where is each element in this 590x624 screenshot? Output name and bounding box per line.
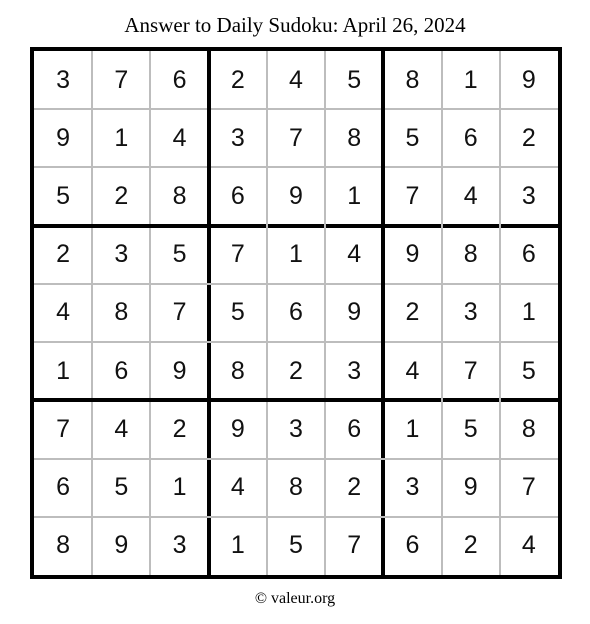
sudoku-grid [30,47,562,579]
sudoku-cell: 7 [405,182,420,211]
sudoku-cell: 5 [289,531,303,560]
sudoku-cell: 2 [230,65,245,94]
sudoku-cell: 3 [114,240,129,269]
sudoku-cell: 1 [521,298,536,327]
sudoku-cell: 9 [289,182,303,211]
sudoku-cell: 9 [521,65,536,94]
sudoku-cell: 1 [463,65,478,94]
sudoku-cell: 6 [230,182,245,211]
sudoku-cell: 3 [289,414,303,443]
sudoku-cell: 9 [230,414,245,443]
sudoku-cell: 8 [347,123,362,152]
sudoku-cell: 4 [463,182,478,211]
sudoku-cell: 2 [463,531,478,560]
sudoku-cell: 4 [289,65,303,94]
sudoku-cell: 4 [230,473,245,502]
sudoku-cell: 1 [114,123,129,152]
sudoku-cell: 9 [463,473,478,502]
copyright-footer: © valeur.org [254,590,336,607]
sudoku-cell: 5 [405,123,420,152]
sudoku-cell: 3 [463,298,478,327]
sudoku-cell: 5 [463,414,478,443]
sudoku-cell: 4 [405,356,420,385]
sudoku-cell: 2 [521,123,536,152]
sudoku-cell: 2 [114,182,129,211]
sudoku-cell: 8 [230,356,245,385]
sudoku-cell: 5 [172,240,187,269]
sudoku-cell: 3 [172,531,187,560]
sudoku-cell: 7 [56,414,71,443]
sudoku-cell: 9 [405,240,420,269]
sudoku-cell: 5 [56,182,71,211]
sudoku-cell: 5 [521,356,536,385]
sudoku-cell: 4 [172,123,187,152]
sudoku-cell: 5 [347,65,362,94]
sudoku-cell: 4 [521,531,536,560]
sudoku-cell: 6 [289,298,303,327]
sudoku-cell: 3 [230,123,245,152]
sudoku-cell: 2 [56,240,71,269]
sudoku-cell: 5 [230,298,245,327]
sudoku-cell: 6 [405,531,420,560]
sudoku-cell: 9 [56,123,71,152]
sudoku-cell: 8 [463,240,478,269]
sudoku-cell: 9 [114,531,129,560]
sudoku-cell: 6 [172,65,187,94]
sudoku-cell: 8 [56,531,71,560]
sudoku-cell: 8 [114,298,129,327]
sudoku-cell: 7 [347,531,362,560]
sudoku-cell: 9 [172,356,187,385]
sudoku-cell: 7 [230,240,245,269]
sudoku-cell: 7 [114,65,129,94]
sudoku-cell: 2 [289,356,303,385]
sudoku-cell: 3 [405,473,420,502]
sudoku-cell: 8 [405,65,420,94]
sudoku-cell: 6 [347,414,362,443]
sudoku-cell: 6 [463,123,478,152]
sudoku-cell: 8 [521,414,536,443]
sudoku-cell: 4 [56,298,71,327]
sudoku-cell: 1 [56,356,71,385]
sudoku-cell: 5 [114,473,129,502]
sudoku-cell: 2 [405,298,420,327]
puzzle-title: Answer to Daily Sudoku: April 26, 2024 [124,13,466,37]
sudoku-cell: 7 [463,356,478,385]
sudoku-cell: 7 [172,298,187,327]
sudoku-cell: 1 [289,240,303,269]
sudoku-cell: 1 [172,473,187,502]
sudoku-cell: 3 [347,356,362,385]
sudoku-cell: 7 [521,473,536,502]
sudoku-cell: 2 [172,414,187,443]
sudoku-cell: 3 [56,65,71,94]
sudoku-cell: 4 [114,414,129,443]
sudoku-cell: 6 [114,356,129,385]
sudoku-cell: 8 [289,473,303,502]
sudoku-cell: 1 [230,531,245,560]
sudoku-cell: 8 [172,182,187,211]
sudoku-cell: 4 [347,240,362,269]
sudoku-cell: 9 [347,298,362,327]
sudoku-cell: 7 [289,123,303,152]
sudoku-cell: 2 [347,473,362,502]
sudoku-cell: 6 [56,473,71,502]
sudoku-cell: 1 [405,414,420,443]
sudoku-cell: 1 [347,182,362,211]
sudoku-cell: 6 [521,240,536,269]
sudoku-cell: 3 [521,182,536,211]
